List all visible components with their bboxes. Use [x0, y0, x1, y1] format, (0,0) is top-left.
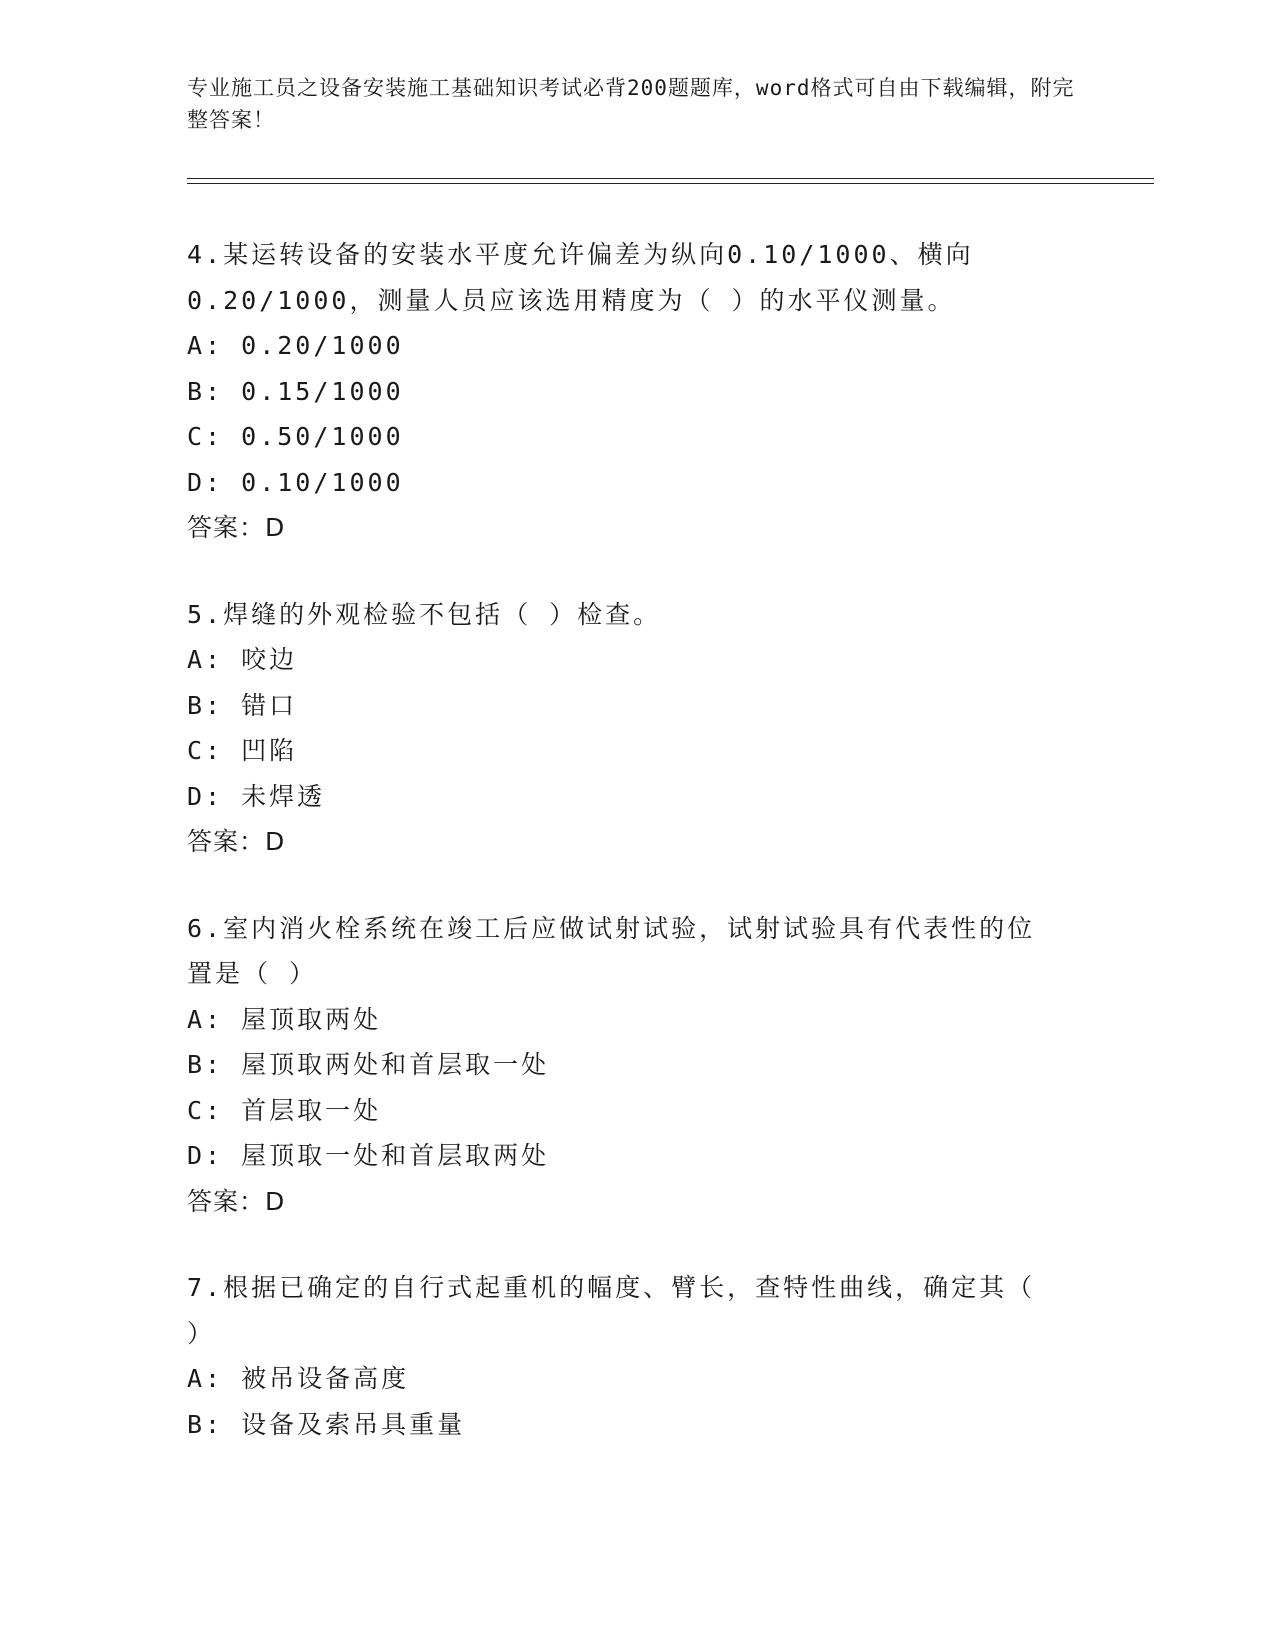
question-stem: 0.20/1000，测量人员应该选用精度为（ ）的水平仪测量。	[187, 285, 956, 315]
option-d: D: 0.10/1000	[187, 467, 404, 497]
option-a: A: 屋顶取两处	[187, 1004, 382, 1034]
question-list	[187, 232, 1067, 1488]
answer: 答案：D	[187, 513, 286, 542]
option-d: D: 屋顶取一处和首层取两处	[187, 1141, 550, 1170]
option-b: B: 屋顶取两处和首层取一处	[187, 1050, 550, 1079]
option-d: D: 未焊透	[187, 781, 326, 811]
option-a: A: 咬边	[187, 645, 298, 674]
question-stem: 置是（ ）	[187, 959, 318, 988]
option-a: A: 0.20/1000	[187, 331, 404, 360]
option-c: C: 首层取一处	[187, 1095, 382, 1125]
answer: 答案：D	[187, 827, 286, 856]
question-7	[187, 1265, 1067, 1447]
header-title: 专业施工员之设备安装施工基础知识考试必背200题题库，word格式可自由下载编辑，附完整答案！	[187, 76, 1075, 132]
option-b: B: 0.15/1000	[187, 376, 404, 406]
option-b: B: 错口	[187, 690, 298, 720]
question-4	[187, 232, 1067, 551]
answer: 答案：D	[187, 1186, 286, 1216]
question-5	[187, 592, 1067, 865]
option-c: C: 0.50/1000	[187, 422, 404, 451]
option-c: C: 凹陷	[187, 736, 298, 765]
header-rule-top	[187, 178, 1154, 179]
document-header	[187, 72, 1087, 136]
question-stem: 5.焊缝的外观检验不包括（ ）检查。	[187, 599, 662, 629]
question-stem: 4.某运转设备的安装水平度允许偏差为纵向0.10/1000、横向	[187, 240, 974, 269]
question-stem: ）	[187, 1318, 216, 1348]
question-6	[187, 906, 1067, 1225]
question-stem: 6.室内消火栓系统在竣工后应做试射试验，试射试验具有代表性的位	[187, 913, 1036, 943]
header-rule-bottom	[187, 183, 1154, 184]
option-a: A: 被吊设备高度	[187, 1364, 410, 1393]
option-b: B: 设备及索吊具重量	[187, 1409, 466, 1439]
question-stem: 7.根据已确定的自行式起重机的幅度、臂长，查特性曲线，确定其（	[187, 1273, 1036, 1302]
